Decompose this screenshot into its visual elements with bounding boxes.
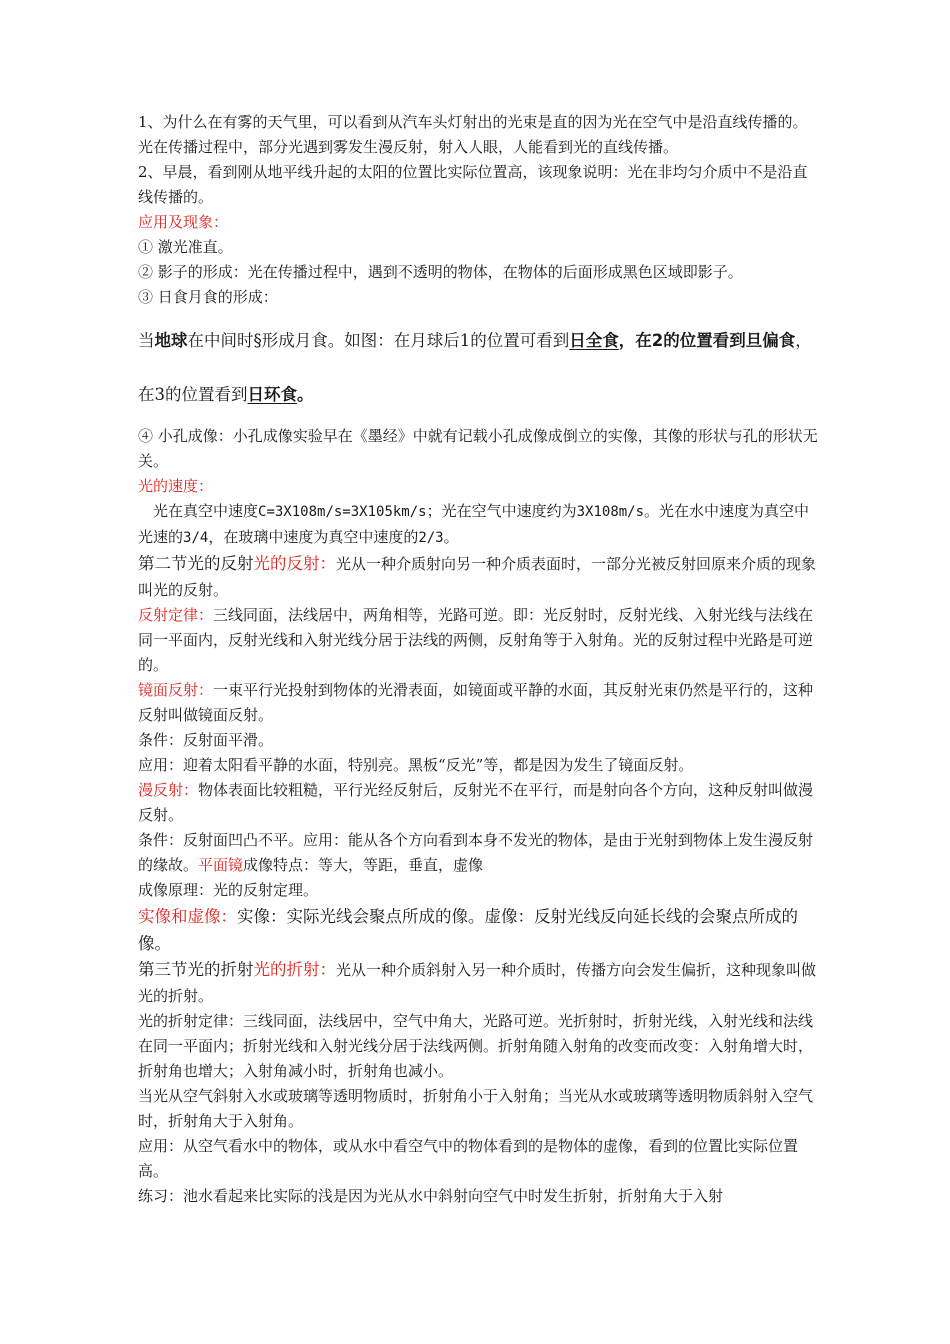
practice-question: 练习：池水看起来比实际的浅是因为光从水中斜射向空气中时发生折射，折射角大于入射 <box>138 1187 724 1205</box>
diffuse-reflection-term: 漫反射： <box>138 781 199 799</box>
plane-mirror-term: 平面镜 <box>198 856 244 874</box>
speed-text-g: ，在玻璃中速度为真空中速度的 <box>208 528 419 546</box>
document-body <box>138 110 818 1209</box>
paragraph-2: 2、早晨，看到刚从地平线升起的太阳的位置比实际位置高，该现象说明：光在非均匀介质中不是沿直线传播的。 <box>138 163 808 206</box>
heading-light-speed: 光的速度： <box>138 477 214 495</box>
reflection-paragraph <box>138 551 818 603</box>
paragraph-1: 1、为什么在有雾的天气里，可以看到从汽车头灯射出的光束是直的因为光在空气中是沿直线传播的。光在传播过程中，部分光遇到雾发生漫反射，射入人眼，人能看到光的直线传播。 <box>138 113 808 156</box>
eclipse-text-c: ，在2的位置看到 <box>618 331 746 350</box>
speed-water-ratio: 3/4 <box>183 530 209 546</box>
eclipse-text-b: 在中间时§形成月食。如图：在月球后1的位置可看到 <box>187 331 570 350</box>
refraction-term: 光的折射： <box>253 960 336 979</box>
refraction-air-water: 当光从空气斜射入水或玻璃等透明物质时，折射角小于入射角；当光从水或玻璃等透明物质斜射入空气时，折射角大于入射角。 <box>138 1087 814 1130</box>
eclipse-text-d: ，在3的位置看到 <box>138 331 812 404</box>
speed-air-value: 3X108m/s <box>576 504 645 520</box>
list-item-eclipse: ③ 日食月食的形成： <box>138 288 278 306</box>
real-virtual-image-paragraph <box>138 903 818 957</box>
diffuse-condition-paragraph <box>138 828 818 878</box>
refraction-definition: 光从一种介质斜射入另一种介质时，传播方向会发生偏折，这种现象叫做光的折射。 <box>138 961 817 1005</box>
diffuse-condition-text: 条件：反射面凹凸不平。应用：能从各个方向看到本身不发光的物体，是由于光射到物体上发生漫反射的缘故。 <box>138 831 814 874</box>
reflection-law-text: 三线同面，法线居中，两角相等，光路可逆。即：光反射时，反射光线、入射光线与法线在同一平面内，反射光线和入射光线分居于法线的两侧，反射角等于入射角。光的反射过程中光路是可逆的。 <box>138 606 814 674</box>
specular-application: 应用：迎着太阳看平静的水面，特别亮。黑板“反光”等，都是因为发生了镜面反射。 <box>138 756 694 774</box>
light-speed-paragraph <box>138 499 818 551</box>
section-3-title: 第三节光的折射 <box>138 960 254 979</box>
section-2-title: 第二节光的反射 <box>138 554 254 573</box>
refraction-law: 光的折射定律：三线同面，法线居中，空气中角大，光路可逆。光折射时，折射光线，入射光线和法线在同一平面内；折射光线和入射光线分居于法线两侧。折射角随入射角的改变而改变：入射角增大时，折射角也增大；入射角减小时，折射角也减小。 <box>138 1012 814 1080</box>
specular-reflection-text: 一束平行光投射到物体的光滑表面，如镜面或平静的水面，其反射光束仍然是平行的，这种反射叫做镜面反射。 <box>138 681 814 724</box>
speed-text-c: ；光在空气中速度约为 <box>426 502 577 520</box>
reflection-law-term: 反射定律： <box>138 606 214 624</box>
speed-text-end: 。 <box>443 528 459 546</box>
total-solar-eclipse-term: 日全食 <box>569 331 619 350</box>
imaging-principle: 成像原理：光的反射定理。 <box>138 881 319 899</box>
partial-eclipse-term: 旦偏食 <box>745 331 796 350</box>
specular-condition: 条件：反射面平滑。 <box>138 731 274 749</box>
refraction-paragraph <box>138 957 818 1009</box>
list-item-shadow: ② 影子的形成：光在传播过程中，遇到不透明的物体，在物体的后面形成黑色区域即影子。 <box>138 263 743 281</box>
heading-applications: 应用及现象： <box>138 213 229 231</box>
list-item-pinhole: ④ 小孔成像：小孔成像实验早在《墨经》中就有记载小孔成像成倒立的实像，其像的形状与孔的形状无关。 <box>138 427 818 470</box>
reflection-definition: 光从一种介质射向另一种介质表面时，一部分光被反射回原来介质的现象叫光的反射。 <box>138 555 817 599</box>
speed-text-e: 。光在水中速度为真空中光速的 <box>138 502 810 546</box>
list-item-laser: ① 激光准直。 <box>138 238 233 256</box>
eclipse-text-end: 。 <box>297 385 314 404</box>
refraction-application: 应用：从空气看水中的物体，或从水中看空气中的物体看到的是物体的虚像，看到的位置比实际位置高。 <box>138 1137 799 1180</box>
eclipse-text-a: 当 <box>138 331 155 350</box>
diffuse-reflection-paragraph <box>138 778 818 828</box>
real-virtual-image-text: 实像：实际光线会聚点所成的像。虚像：反射光线反向延长线的会聚点所成的像。 <box>138 907 798 953</box>
reflection-term: 光的反射： <box>253 554 336 573</box>
eclipse-paragraph <box>138 314 818 422</box>
speed-vacuum-value: C=3X108m/s=3X105km/s <box>258 504 427 520</box>
speed-text-a: 光在真空中速度 <box>153 502 259 520</box>
plane-mirror-features: 成像特点：等大，等距，垂直，虚像 <box>243 856 484 874</box>
reflection-law-paragraph <box>138 603 818 678</box>
eclipse-earth-term: 地球 <box>154 331 188 350</box>
diffuse-reflection-text: 物体表面比较粗糙，平行光经反射后，反射光不在平行，而是射向各个方向，这种反射叫做漫反射。 <box>138 781 814 824</box>
annular-eclipse-term: 日环食 <box>247 385 297 404</box>
specular-reflection-paragraph <box>138 678 818 728</box>
specular-reflection-term: 镜面反射： <box>138 681 214 699</box>
speed-glass-ratio: 2/3 <box>418 530 444 546</box>
real-virtual-image-term: 实像和虚像： <box>138 907 237 926</box>
